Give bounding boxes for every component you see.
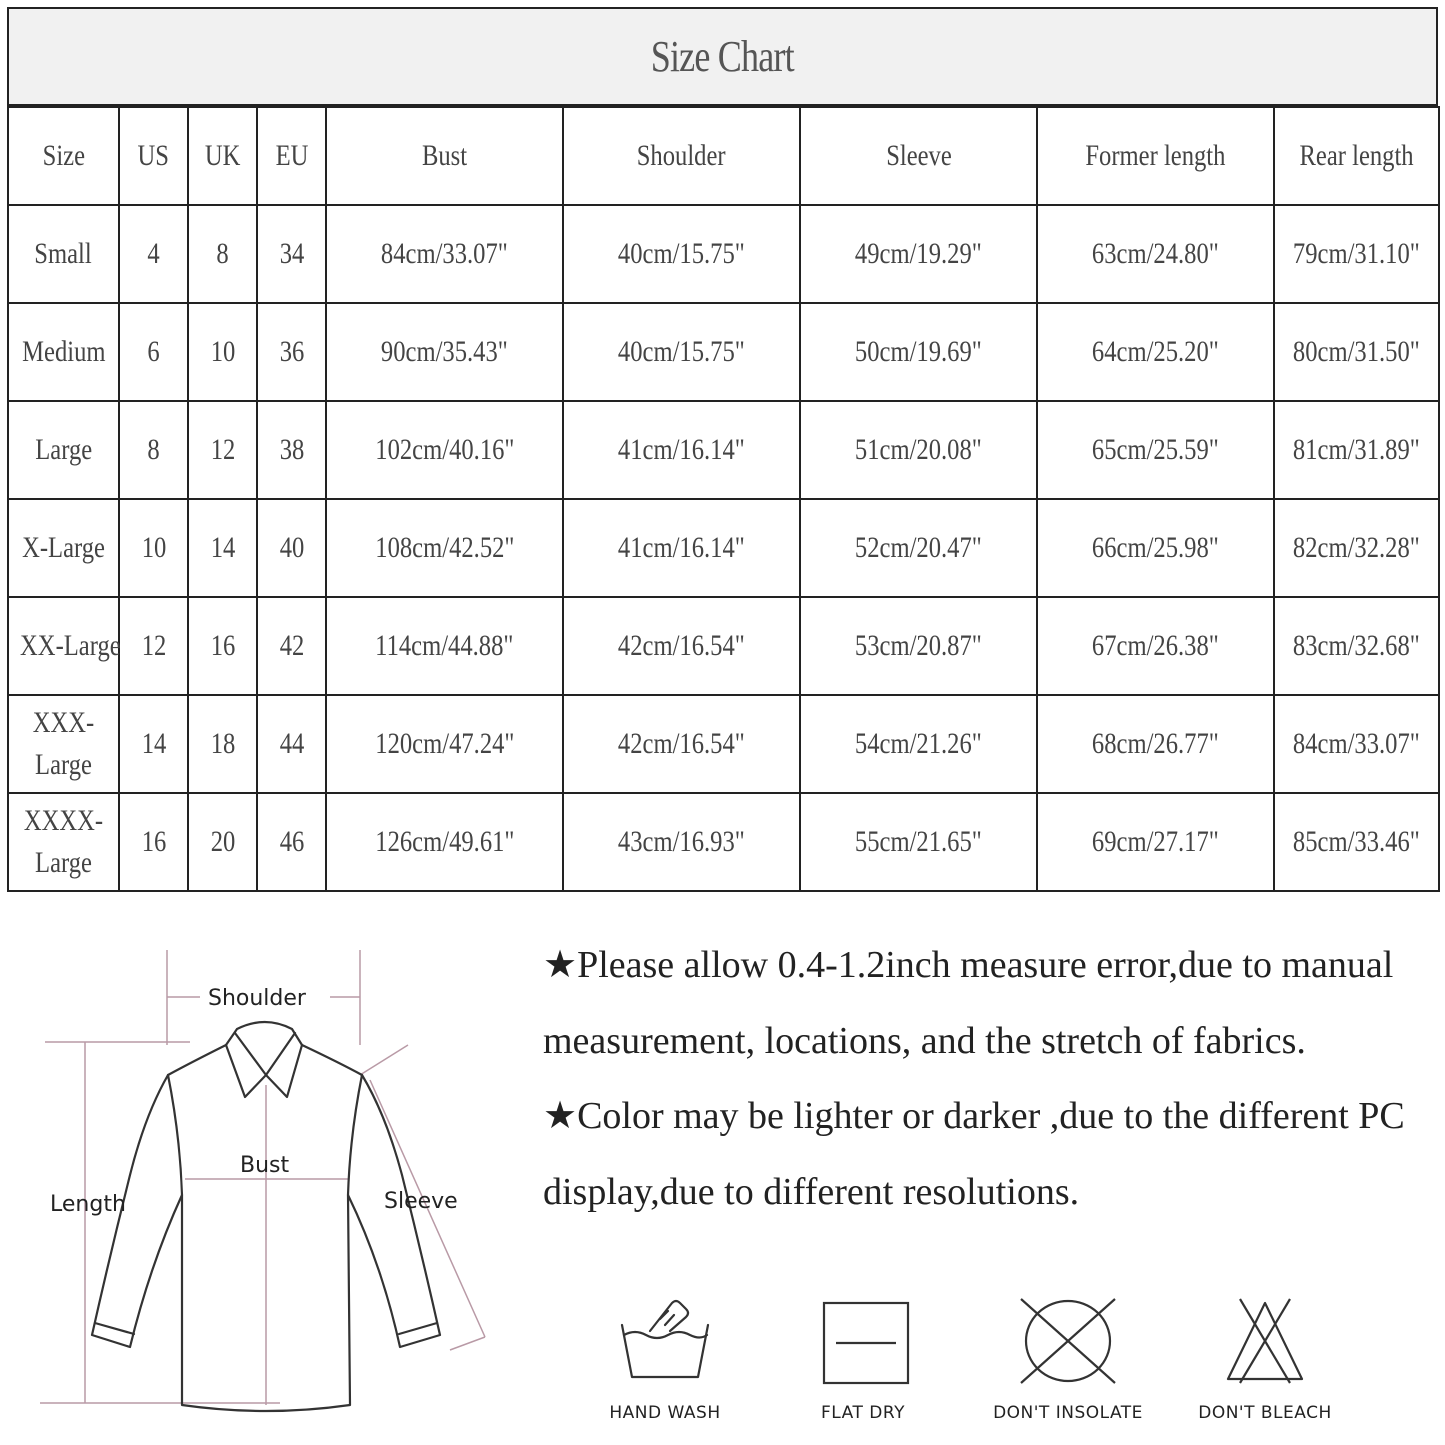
header-cell: US xyxy=(119,107,188,205)
care-dont-insolate xyxy=(988,1295,1148,1423)
flat-dry-label: FLAT DRY xyxy=(821,1403,905,1423)
table-cell: 53cm/20.87" xyxy=(800,597,1037,695)
table-cell: Medium xyxy=(8,303,119,401)
table-cell: 4 xyxy=(119,205,188,303)
table-cell: 50cm/19.69" xyxy=(800,303,1037,401)
header-cell: EU xyxy=(257,107,326,205)
bust-label: Bust xyxy=(240,1153,290,1178)
table-cell: 10 xyxy=(119,499,188,597)
header-cell: Size xyxy=(8,107,119,205)
dont-bleach-icon xyxy=(1210,1295,1320,1385)
table-cell: 41cm/16.14" xyxy=(563,499,800,597)
table-cell: 67cm/26.38" xyxy=(1037,597,1274,695)
table-cell: 20 xyxy=(188,793,257,891)
hand-wash-label: HAND WASH xyxy=(609,1403,721,1423)
table-cell: 83cm/32.68" xyxy=(1274,597,1439,695)
table-cell: XXXX-Large xyxy=(8,793,119,891)
table-cell: 52cm/20.47" xyxy=(800,499,1037,597)
header-cell: Rear length xyxy=(1274,107,1439,205)
chart-title-bar xyxy=(7,7,1438,106)
header-cell: Former length xyxy=(1037,107,1274,205)
table-cell: 82cm/32.28" xyxy=(1274,499,1439,597)
table-cell: 42 xyxy=(257,597,326,695)
table-cell: 12 xyxy=(188,401,257,499)
table-cell: 44 xyxy=(257,695,326,793)
table-cell: 126cm/49.61" xyxy=(326,793,563,891)
table-cell: 54cm/21.26" xyxy=(800,695,1037,793)
size-table xyxy=(7,106,1440,892)
table-row xyxy=(8,597,1439,695)
table-row xyxy=(8,793,1439,891)
care-hand-wash xyxy=(585,1295,745,1423)
table-row xyxy=(8,695,1439,793)
table-cell: 46 xyxy=(257,793,326,891)
note-measure-error: ★Please allow 0.4-1.2inch measure error,due to manual measurement, locations, and the stretch of fabrics. xyxy=(543,944,1394,1062)
hand-wash-icon xyxy=(610,1295,720,1385)
table-cell: 16 xyxy=(119,793,188,891)
table-cell: 6 xyxy=(119,303,188,401)
table-cell: Large xyxy=(8,401,119,499)
table-cell: 90cm/35.43" xyxy=(326,303,563,401)
table-row xyxy=(8,401,1439,499)
table-cell: 40 xyxy=(257,499,326,597)
note-color: ★Color may be lighter or darker ,due to the different PC display,due to different resolutions. xyxy=(543,1095,1405,1213)
table-cell: 69cm/27.17" xyxy=(1037,793,1274,891)
table-cell: 14 xyxy=(119,695,188,793)
table-row xyxy=(8,205,1439,303)
dont-insolate-icon xyxy=(1013,1295,1123,1385)
table-cell: 42cm/16.54" xyxy=(563,597,800,695)
table-cell: 108cm/42.52" xyxy=(326,499,563,597)
table-cell: 79cm/31.10" xyxy=(1274,205,1439,303)
table-cell: 10 xyxy=(188,303,257,401)
table-cell: 63cm/24.80" xyxy=(1037,205,1274,303)
table-cell: 14 xyxy=(188,499,257,597)
table-cell: 55cm/21.65" xyxy=(800,793,1037,891)
table-cell: XXX-Large xyxy=(8,695,119,793)
dont-insolate-label: DON'T INSOLATE xyxy=(993,1403,1143,1423)
table-header-row xyxy=(8,107,1439,205)
table-cell: 41cm/16.14" xyxy=(563,401,800,499)
table-cell: XX-Large xyxy=(8,597,119,695)
chart-title: Size Chart xyxy=(650,32,795,81)
table-cell: X-Large xyxy=(8,499,119,597)
header-cell: Sleeve xyxy=(800,107,1037,205)
table-cell: 12 xyxy=(119,597,188,695)
table-cell: 84cm/33.07" xyxy=(326,205,563,303)
care-dont-bleach xyxy=(1185,1295,1345,1423)
table-cell: 51cm/20.08" xyxy=(800,401,1037,499)
table-cell: 85cm/33.46" xyxy=(1274,793,1439,891)
table-cell: 66cm/25.98" xyxy=(1037,499,1274,597)
table-cell: 84cm/33.07" xyxy=(1274,695,1439,793)
table-cell: 38 xyxy=(257,401,326,499)
table-cell: 64cm/25.20" xyxy=(1037,303,1274,401)
table-cell: 16 xyxy=(188,597,257,695)
table-cell: 102cm/40.16" xyxy=(326,401,563,499)
table-row xyxy=(8,499,1439,597)
table-cell: 40cm/15.75" xyxy=(563,303,800,401)
table-cell: 65cm/25.59" xyxy=(1037,401,1274,499)
table-cell: 80cm/31.50" xyxy=(1274,303,1439,401)
table-cell: 114cm/44.88" xyxy=(326,597,563,695)
table-cell: 40cm/15.75" xyxy=(563,205,800,303)
table-cell: 36 xyxy=(257,303,326,401)
table-cell: 18 xyxy=(188,695,257,793)
size-chart xyxy=(7,7,1438,892)
header-cell: Shoulder xyxy=(563,107,800,205)
header-cell: UK xyxy=(188,107,257,205)
table-cell: 8 xyxy=(188,205,257,303)
table-cell: 42cm/16.54" xyxy=(563,695,800,793)
flat-dry-icon xyxy=(808,1295,918,1385)
table-cell: 120cm/47.24" xyxy=(326,695,563,793)
sleeve-label: Sleeve xyxy=(384,1189,458,1214)
table-cell: 81cm/31.89" xyxy=(1274,401,1439,499)
table-row xyxy=(8,303,1439,401)
table-cell: 8 xyxy=(119,401,188,499)
table-cell: Small xyxy=(8,205,119,303)
header-cell: Bust xyxy=(326,107,563,205)
care-instructions xyxy=(585,1295,1365,1440)
notes xyxy=(543,928,1433,1230)
care-flat-dry xyxy=(783,1295,943,1423)
table-cell: 49cm/19.29" xyxy=(800,205,1037,303)
table-cell: 43cm/16.93" xyxy=(563,793,800,891)
dont-bleach-label: DON'T BLEACH xyxy=(1198,1403,1332,1423)
table-cell: 68cm/26.77" xyxy=(1037,695,1274,793)
length-label: Length xyxy=(50,1192,126,1217)
table-cell: 34 xyxy=(257,205,326,303)
garment-diagram xyxy=(30,935,500,1425)
shoulder-label: Shoulder xyxy=(208,986,306,1011)
